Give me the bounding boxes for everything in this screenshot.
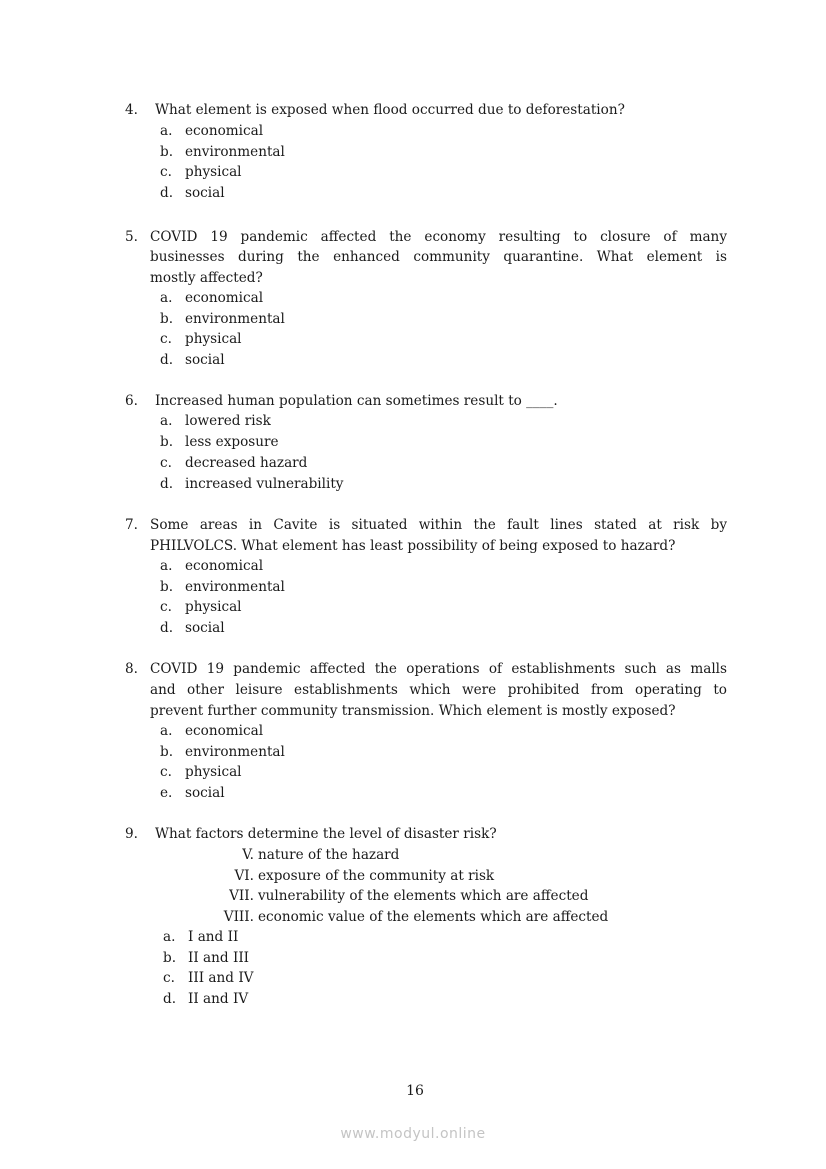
option-letter: b. xyxy=(160,144,174,160)
question-number: 9. xyxy=(125,826,138,842)
question-text-line: COVID 19 pandemic affected the operations of establishments such as malls xyxy=(150,661,727,677)
option-text: economical xyxy=(185,123,264,139)
option-letter: a. xyxy=(163,929,176,945)
option-letter: e. xyxy=(160,785,173,801)
option-text: social xyxy=(185,352,225,368)
question-number: 7. xyxy=(125,517,138,533)
question-text-line: businesses during the enhanced community quarantine. What element is xyxy=(150,249,727,265)
option-letter: d. xyxy=(160,185,174,201)
option-letter: b. xyxy=(163,950,177,966)
option-letter: b. xyxy=(160,311,174,327)
option-letter: b. xyxy=(160,579,174,595)
option-letter: c. xyxy=(160,599,172,615)
question-text-line: What factors determine the level of disaster risk? xyxy=(155,826,497,842)
question-text-line: and other leisure establishments which were prohibited from operating to xyxy=(150,682,727,698)
option-text: lowered risk xyxy=(185,413,271,429)
factor-text: economic value of the elements which are affected xyxy=(258,909,609,925)
question-number: 6. xyxy=(125,393,138,409)
watermark: www.modyul.online xyxy=(340,1126,486,1142)
option-letter: a. xyxy=(160,123,173,139)
option-letter: c. xyxy=(160,164,172,180)
factor-text: nature of the hazard xyxy=(258,847,400,863)
option-text: social xyxy=(185,185,225,201)
question-text-line: What element is exposed when flood occurred due to deforestation? xyxy=(155,102,625,118)
option-letter: d. xyxy=(160,352,174,368)
option-text: social xyxy=(185,785,225,801)
option-text: social xyxy=(185,620,225,636)
option-text: III and IV xyxy=(188,970,254,986)
option-text: less exposure xyxy=(185,434,279,450)
factor-text: exposure of the community at risk xyxy=(258,868,495,884)
option-text: decreased hazard xyxy=(185,455,308,471)
option-letter: b. xyxy=(160,744,174,760)
option-text: environmental xyxy=(185,311,285,327)
option-text: II and IV xyxy=(188,991,249,1007)
option-text: physical xyxy=(185,599,242,615)
option-text: economical xyxy=(185,558,264,574)
factor-text: vulnerability of the elements which are affected xyxy=(258,888,589,904)
option-letter: a. xyxy=(160,413,173,429)
factor-numeral: VIII. xyxy=(223,909,254,925)
question-text-line: Some areas in Cavite is situated within the fault lines stated at risk by xyxy=(150,517,727,533)
option-letter: c. xyxy=(160,455,172,471)
option-letter: a. xyxy=(160,723,173,739)
option-letter: b. xyxy=(160,434,174,450)
option-letter: c. xyxy=(160,764,172,780)
option-text: environmental xyxy=(185,744,285,760)
question-number: 8. xyxy=(125,661,138,677)
option-letter: c. xyxy=(160,331,172,347)
question-number: 4. xyxy=(125,102,138,118)
question-text-line: COVID 19 pandemic affected the economy resulting to closure of many xyxy=(150,229,727,245)
option-text: increased vulnerability xyxy=(185,476,344,492)
factor-numeral: VII. xyxy=(229,888,254,904)
option-text: physical xyxy=(185,164,242,180)
question-text-line: Increased human population can sometimes result to ____. xyxy=(155,393,558,409)
option-letter: d. xyxy=(160,476,174,492)
option-text: II and III xyxy=(188,950,250,966)
factor-numeral: VI. xyxy=(234,868,254,884)
question-text-line: mostly affected? xyxy=(150,270,263,286)
option-text: physical xyxy=(185,764,242,780)
option-letter: a. xyxy=(160,558,173,574)
option-letter: c. xyxy=(163,970,175,986)
question-text-line: PHILVOLCS. What element has least possibility of being exposed to hazard? xyxy=(150,538,676,554)
option-text: economical xyxy=(185,723,264,739)
option-text: environmental xyxy=(185,144,285,160)
option-text: I and II xyxy=(188,929,239,945)
option-letter: a. xyxy=(160,290,173,306)
option-text: physical xyxy=(185,331,242,347)
option-text: economical xyxy=(185,290,264,306)
option-text: environmental xyxy=(185,579,285,595)
option-letter: d. xyxy=(163,991,177,1007)
factor-numeral: V. xyxy=(242,847,254,863)
question-text-line: prevent further community transmission. Which element is mostly exposed? xyxy=(150,703,676,719)
question-number: 5. xyxy=(125,229,138,245)
option-letter: d. xyxy=(160,620,174,636)
page-number: 16 xyxy=(406,1083,424,1099)
